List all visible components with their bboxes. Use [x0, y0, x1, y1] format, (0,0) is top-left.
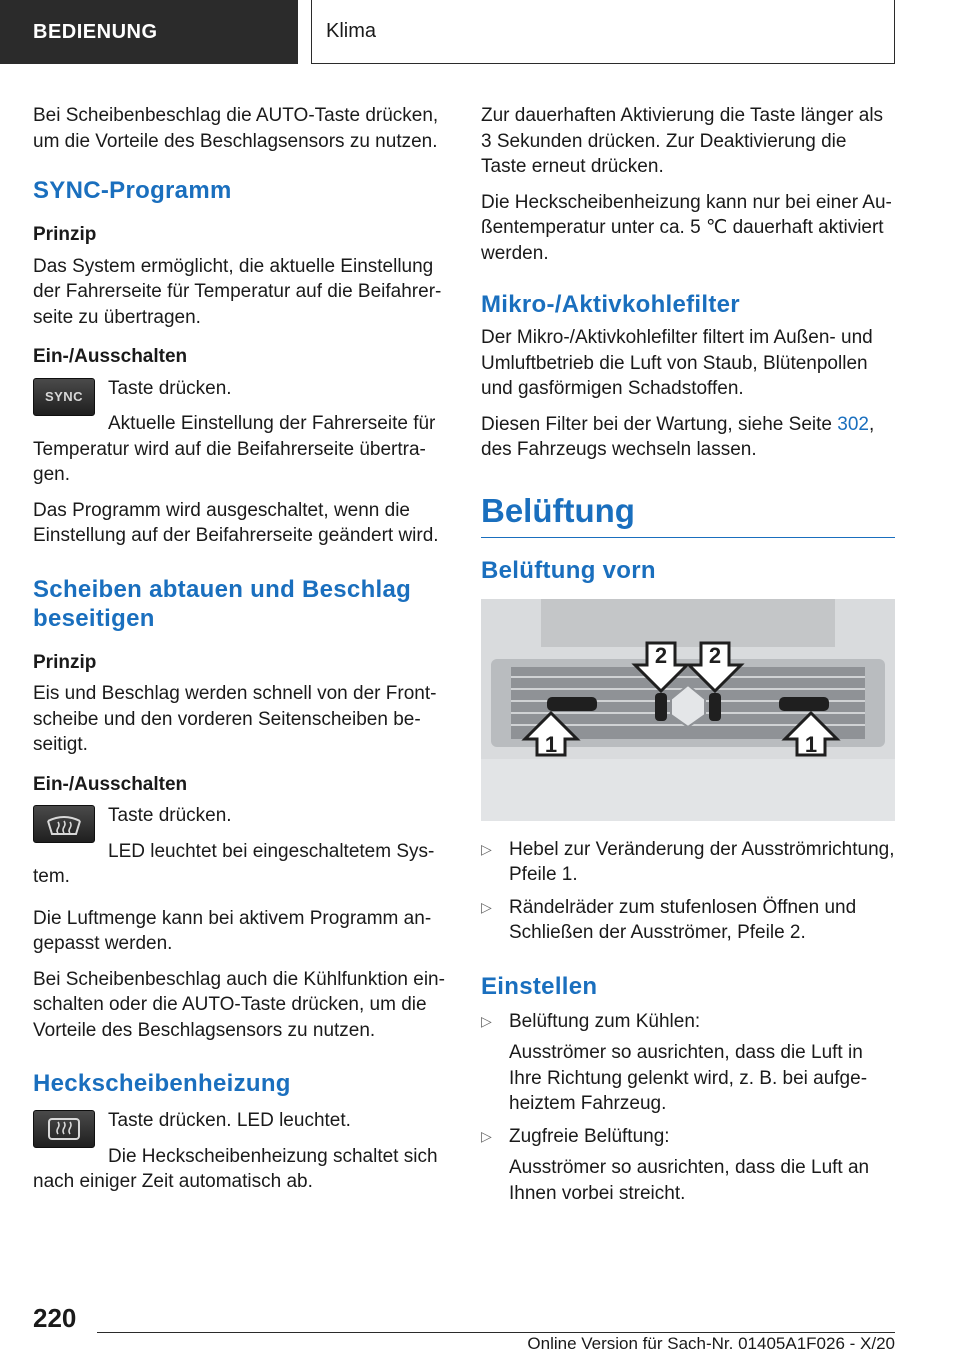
list-item	[481, 1009, 895, 1117]
setting-label: Zugfreie Belüftung:	[509, 1125, 670, 1147]
front-vents-photo	[481, 599, 895, 821]
rear-heat-glyph-icon	[44, 1116, 84, 1142]
bullet-text: Hebel zur Veränderung der Ausströmrichtung, Pfeile 1.	[509, 838, 895, 885]
online-version-note: Online Version für Sach-Nr. 01405A1F026 - X/20	[527, 1334, 895, 1353]
bullet-triangle-icon: ▷	[481, 1012, 492, 1029]
bullet-triangle-icon: ▷	[481, 840, 492, 857]
filter-service-suffix: , des Fahrzeugs wechseln lassen.	[481, 413, 875, 460]
sync-principle-heading: Prinzip	[33, 224, 97, 245]
sync-button-icon	[33, 378, 95, 416]
bullet-text: Rändelräder zum stufenlosen Öffnen und Schließen der Ausströmer, Pfeile 2.	[509, 896, 857, 943]
ventilation-heading: Belüftung	[481, 491, 895, 538]
vent-control-list	[481, 837, 895, 946]
rear-heating-instruction	[33, 1108, 451, 1205]
front-ventilation-heading: Belüftung vorn	[481, 556, 656, 584]
section-title: BEDIENUNG	[33, 20, 158, 43]
bullet-triangle-icon: ▷	[481, 1127, 492, 1144]
filter-service-text	[481, 412, 895, 463]
right-column	[481, 103, 895, 1213]
arrow-2-right-label: 2	[708, 642, 722, 668]
defrost-airflow-text: Die Luftmenge kann bei aktivem Programm angepasst werden.	[33, 907, 432, 954]
arrow-2-left-label: 2	[654, 642, 668, 668]
setting-detail: Ausströmer so ausrichten, dass die Luft an Ihnen vorbei streicht.	[509, 1157, 870, 1204]
sync-description: Aktuelle Einstellung der Fahrerseite für Temperatur wird auf die Beifahrerseite übertragen.	[33, 413, 436, 485]
sync-instruction	[33, 376, 451, 498]
rear-heating-permanent-text: Zur dauerhaften Aktivierung die Taste länger als 3 Sekunden drücken. Zur Deaktivierung die Taste erneut drücken.	[481, 105, 884, 177]
defrost-press-text: Taste drücken.	[108, 805, 232, 826]
defrost-glyph-icon	[44, 811, 84, 837]
intro-paragraph: Bei Scheibenbeschlag die AUTO-Taste drücken, um die Vorteile des Beschlagsensors zu nutzen.	[33, 105, 439, 152]
rear-window-heating-icon	[33, 1110, 95, 1148]
sync-onoff-heading: Ein-/Ausschalten	[33, 346, 188, 367]
rear-heating-auto-off-text: Die Heckscheibenheizung schaltet sich nach einiger Zeit automatisch ab.	[33, 1145, 438, 1192]
defrost-led-text: LED leuchtet bei eingeschaltetem System.	[33, 840, 435, 887]
list-item	[481, 895, 895, 946]
setting-detail: Ausströmer so ausrichten, dass die Luft in Ihre Richtung gelenkt wird, z. B. bei aufgeheiztem Fahrzeug.	[509, 1042, 868, 1114]
left-column	[33, 103, 451, 1205]
settings-list	[481, 1009, 895, 1207]
sync-principle-text: Das System ermöglicht, die aktuelle Einstellung der Fahrerseite für Temperatur auf die Beifahrerseite zu übertragen.	[33, 255, 442, 328]
filter-text: Der Mikro-/Aktivkohlefilter filtert im Außen- und Umluftbetrieb die Luft von Staub, Blütenpollen und gasförmigen Schadstoffen.	[481, 327, 873, 399]
page-302-link[interactable]: 302	[837, 413, 869, 435]
section-tab	[0, 0, 298, 64]
defrost-cooling-text: Bei Scheibenbeschlag auch die Kühlfunktion einschalten oder die AUTO-Taste drücken, um die Vorteile des Beschlagsensors zu nutzen.	[33, 968, 445, 1041]
defrost-instruction	[33, 803, 451, 900]
windshield-defrost-icon	[33, 805, 95, 843]
arrow-1-right-label: 1	[804, 731, 818, 757]
defrost-principle-text: Eis und Beschlag werden schnell von der Frontscheibe und den vorderen Seitenscheiben beseitigt.	[33, 683, 437, 755]
filter-service-prefix: Diesen Filter bei der Wartung, siehe Seite	[481, 413, 838, 435]
chapter-title: Klima	[326, 20, 377, 42]
list-item	[481, 837, 895, 888]
bullet-triangle-icon: ▷	[481, 898, 492, 915]
sync-off-text: Das Programm wird ausgeschaltet, wenn die Einstellung auf der Beifahrerseite geändert wird.	[33, 499, 439, 546]
settings-heading: Einstellen	[481, 972, 598, 1000]
arrow-1-left-label: 1	[544, 731, 558, 757]
list-item	[481, 1124, 895, 1207]
page-number: 220	[33, 1303, 77, 1333]
rear-heating-temp-note: Die Heckscheibenheizung kann nur bei einer Außentemperatur unter ca. 5 ℃ dauerhaft aktiviert werden.	[481, 191, 892, 264]
defrost-principle-heading: Prinzip	[33, 651, 97, 673]
sync-heading: SYNC-Programm	[33, 177, 232, 204]
sync-button-label: SYNC	[44, 388, 84, 404]
defrost-heading: Scheiben abtauen und Beschlag beseitigen	[33, 575, 412, 632]
chapter-tab	[311, 0, 895, 64]
footer-divider	[97, 1332, 895, 1333]
defrost-onoff-heading: Ein-/Ausschalten	[33, 773, 188, 795]
filter-heading: Mikro-/Aktivkohlefilter	[481, 291, 740, 318]
sync-press-text: Taste drücken.	[108, 377, 232, 399]
setting-label: Belüftung zum Kühlen:	[509, 1010, 701, 1032]
rear-heating-heading: Heckscheibenheizung	[33, 1070, 291, 1097]
rear-heating-press-text: Taste drücken. LED leuchtet.	[108, 1110, 351, 1131]
